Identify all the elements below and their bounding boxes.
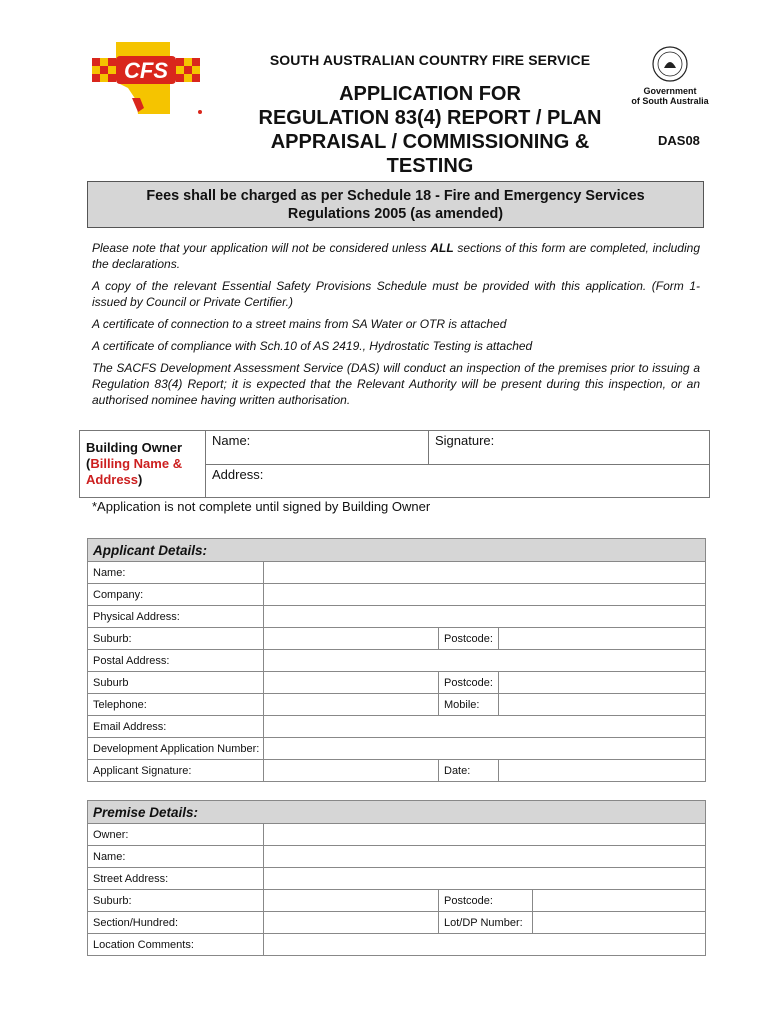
organisation-name: SOUTH AUSTRALIAN COUNTRY FIRE SERVICE [269,52,591,68]
field-label: Telephone: [88,694,264,716]
cfs-logo [86,38,208,120]
field-label: Location Comments: [88,934,264,956]
svg-text:Government: Government [643,86,697,96]
applicant-postal-address-field[interactable] [264,650,706,672]
premise-details-table [87,800,706,956]
field-label: Company: [88,584,264,606]
instructions [92,240,700,414]
title-line: TESTING [386,155,474,177]
owner-signature-note: *Application is not complete until signed by Building Owner [92,499,431,514]
premise-owner-field[interactable] [264,824,706,846]
applicant-name-field[interactable] [264,562,706,584]
svg-text:of South Australia: of South Australia [631,96,709,106]
field-label: Suburb: [88,628,264,650]
premise-street-address-field[interactable] [264,868,706,890]
premise-details-heading: Premise Details: [88,801,706,824]
field-label: Date: [439,760,499,782]
building-owner-box [79,430,710,498]
title-line: APPRAISAL / COMMISSIONING & [270,131,590,153]
field-label: Email Address: [88,716,264,738]
applicant-postal-postcode-field[interactable] [499,672,706,694]
paren: ) [138,472,143,487]
field-label: Development Application Number: [88,738,264,760]
government-of-south-australia-logo [620,44,720,110]
owner-address-label: Address: [212,467,264,482]
applicant-physical-address-field[interactable] [264,606,706,628]
field-label: Mobile: [439,694,499,716]
building-owner-label [80,431,206,498]
field-label: Postcode: [439,672,499,694]
owner-name-label: Name: [212,433,251,448]
applicant-suburb-field[interactable] [264,628,439,650]
form-code: DAS08 [658,133,700,148]
applicant-details-heading: Applicant Details: [88,539,706,562]
applicant-company-field[interactable] [264,584,706,606]
applicant-email-field[interactable] [264,716,706,738]
field-label: Section/Hundred: [88,912,264,934]
owner-signature-label: Signature: [435,433,495,448]
applicant-postcode-field[interactable] [499,628,706,650]
owner-name-field[interactable] [206,431,429,465]
field-label: Name: [88,562,264,584]
field-label: Owner: [88,824,264,846]
field-label: Postal Address: [88,650,264,672]
field-label: Suburb [88,672,264,694]
svg-text:CFS: CFS [124,58,168,83]
applicant-details-table [87,538,706,782]
field-label: Lot/DP Number: [439,912,533,934]
applicant-mobile-field[interactable] [499,694,706,716]
field-label: Name: [88,846,264,868]
applicant-telephone-field[interactable] [264,694,439,716]
development-application-number-field[interactable] [264,738,706,760]
field-label: Postcode: [439,890,533,912]
fee-notice-line: Regulations 2005 (as amended) [287,205,504,222]
premise-suburb-field[interactable] [264,890,439,912]
note-emphasis: ALL [430,241,454,255]
title-line: APPLICATION FOR [339,83,521,105]
premise-name-field[interactable] [264,846,706,868]
note-sa-water: A certificate of connection to a street mains from SA Water or OTR is attached [92,317,507,331]
field-label: Postcode: [439,628,499,650]
owner-address-field[interactable] [206,465,710,498]
applicant-signature-field[interactable] [264,760,439,782]
owner-signature-field[interactable] [429,431,710,465]
premise-section-hundred-field[interactable] [264,912,439,934]
premise-location-comments-field[interactable] [264,934,706,956]
fee-notice [87,181,704,228]
owner-label-text: Building Owner [86,440,183,455]
note-text: Please note that your application will not be considered unless [92,241,431,255]
billing-name-label: Billing Name & [90,456,183,471]
premise-postcode-field[interactable] [533,890,706,912]
field-label: Physical Address: [88,606,264,628]
field-label: Suburb: [88,890,264,912]
field-label: Street Address: [88,868,264,890]
paren: ( [86,456,91,471]
note-hydrostatic: A certificate of compliance with Sch.10 of AS 2419., Hydrostatic Testing is attached [92,339,533,353]
form-title [230,82,630,178]
note-inspection: The SACFS Development Assessment Service (DAS) will conduct an inspection of the premises prior to issuing a Regulation 83(4) Report; it is expected that the Relevant Authority will be present during this inspection, or an authorised nominee having written authorisation. [92,361,700,407]
note-text: sections of this form are completed, including the declarations. [92,241,700,271]
field-label: Applicant Signature: [88,760,264,782]
note-esp-schedule: A copy of the relevant Essential Safety Provisions Schedule must be provided with this application. (Form 1- issued by Council or Private Certifier.) [92,279,700,309]
applicant-date-field[interactable] [499,760,706,782]
applicant-postal-suburb-field[interactable] [264,672,439,694]
note-all-sections [92,240,700,272]
title-line: REGULATION 83(4) REPORT / PLAN [258,107,602,129]
fee-notice-line: Fees shall be charged as per Schedule 18 - Fire and Emergency Services [146,187,645,204]
billing-address-label: Address [86,472,139,487]
premise-lot-dp-field[interactable] [533,912,706,934]
